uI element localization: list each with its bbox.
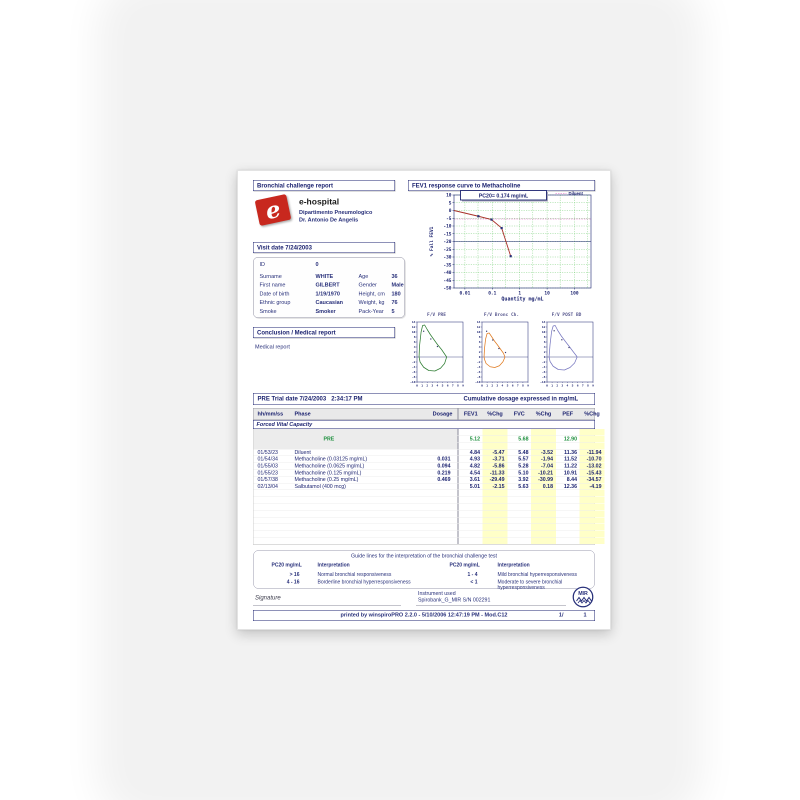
- svg-text:-6: -6: [411, 370, 416, 374]
- table-row: [254, 504, 595, 511]
- patient-row: Ethnic group Caucasian Weight, kg 76: [259, 299, 398, 306]
- svg-text:4: 4: [501, 383, 504, 388]
- svg-text:-8: -8: [541, 375, 546, 379]
- svg-text:% Fall FEV1: % Fall FEV1: [430, 226, 435, 257]
- print-footer-bar: [253, 610, 595, 621]
- svg-text:-2: -2: [411, 360, 416, 364]
- svg-text:-6: -6: [541, 370, 546, 374]
- svg-text:9: 9: [527, 383, 529, 388]
- svg-text:4: 4: [566, 383, 569, 388]
- e-hospital-logo: [255, 194, 292, 226]
- svg-text:-10: -10: [475, 380, 481, 384]
- svg-text:6: 6: [478, 340, 481, 344]
- svg-text:1: 1: [518, 291, 522, 297]
- svg-text:5: 5: [448, 201, 452, 207]
- svg-text:-20: -20: [443, 240, 452, 245]
- trial-title-bar: [253, 393, 595, 405]
- table-row: [254, 497, 595, 504]
- svg-text:-25: -25: [443, 247, 452, 253]
- svg-text:-50: -50: [443, 286, 452, 292]
- svg-text:0: 0: [543, 355, 546, 359]
- svg-text:0: 0: [416, 383, 418, 388]
- fv-pre-title: F/V PRE: [427, 312, 446, 318]
- svg-text:7: 7: [516, 383, 519, 388]
- svg-text:3: 3: [496, 383, 499, 388]
- fv-post-title: F/V POST BD: [551, 312, 582, 318]
- table-row: [254, 517, 595, 524]
- page-current: 1/: [558, 612, 564, 618]
- cumulative-dosage-label: Cumulative dosage expressed in mg/mL: [463, 395, 579, 402]
- chart-title: FEV1 response curve to Methacholine: [412, 182, 521, 189]
- table-row: [254, 490, 595, 497]
- visit-date-bar: [253, 242, 395, 253]
- visit-date: Visit date 7/24/2003: [257, 244, 312, 251]
- fev1-response-chart: [428, 188, 595, 316]
- svg-text:6: 6: [413, 340, 416, 344]
- svg-text:8: 8: [543, 335, 546, 339]
- svg-text:0: 0: [546, 383, 548, 388]
- svg-text:10: 10: [476, 330, 481, 334]
- signature-line: [253, 605, 401, 606]
- svg-text:10: 10: [541, 330, 546, 334]
- svg-text:8: 8: [478, 335, 481, 339]
- svg-text:4: 4: [478, 345, 481, 349]
- fv-bronc-loop-chart: [473, 319, 530, 392]
- svg-text:PC20= 0.174 mg/mL: PC20= 0.174 mg/mL: [478, 193, 529, 200]
- instrument-label: Instrument used: [418, 590, 456, 597]
- svg-text:4: 4: [413, 345, 416, 349]
- svg-text:Quantity mg/mL: Quantity mg/mL: [501, 296, 544, 303]
- svg-text:-5: -5: [446, 216, 452, 222]
- guide-title: Guide lines for the interpretation of the bronchial challenge test: [351, 553, 497, 559]
- table-row: 01/57/38 Methacholine (0.25 mg/mL) 0.469 3.61 -29.49 3.92 -30.99 8.44 -34.57: [254, 477, 595, 484]
- signature-label: Signature: [255, 594, 281, 601]
- fv-pre-loop-chart: [408, 319, 465, 392]
- svg-text:-2: -2: [476, 360, 481, 364]
- svg-text:-40: -40: [443, 271, 452, 276]
- svg-text:8: 8: [456, 383, 459, 388]
- svg-text:2: 2: [426, 383, 429, 388]
- svg-text:-45: -45: [443, 278, 452, 284]
- svg-text:5: 5: [441, 383, 444, 388]
- table-row: 01/55/03 Methacholine (0.0625 mg/mL) 0.094 4.82 -5.86 5.28 -7.04 11.22 -13.02: [254, 463, 595, 470]
- table-row: 02/13/04 Salbutamol (400 mcg) 5.01 -2.15 5.63 0.18 12.36 -4.19: [254, 483, 595, 490]
- svg-text:-10: -10: [540, 380, 546, 384]
- table-row: 01/55/23 Methacholine (0.125 mg/mL) 0.219 4.54 -11.33 5.10 -10.21 10.91 -15.43: [254, 470, 595, 477]
- svg-text:10: 10: [446, 193, 452, 199]
- svg-text:Diluent: Diluent: [568, 191, 583, 196]
- svg-text:-8: -8: [476, 375, 481, 379]
- svg-text:8: 8: [413, 335, 416, 339]
- table-row: PRE 5.12 5.68 12.90: [254, 436, 595, 443]
- table-row: [254, 538, 595, 545]
- svg-text:3: 3: [561, 383, 564, 388]
- svg-text:3: 3: [431, 383, 434, 388]
- svg-text:14: 14: [476, 320, 481, 324]
- svg-text:-15: -15: [443, 232, 452, 238]
- svg-text:6: 6: [511, 383, 514, 388]
- department-line: Dipartimento Pneumologico: [299, 209, 373, 216]
- svg-text:-8: -8: [411, 375, 416, 379]
- svg-text:-4: -4: [476, 365, 481, 369]
- svg-text:-10: -10: [410, 380, 416, 384]
- patient-info-panel: [253, 257, 405, 318]
- svg-text:-2: -2: [541, 360, 546, 364]
- mir-logo-icon: [572, 586, 594, 608]
- svg-text:4: 4: [543, 345, 546, 349]
- svg-text:2: 2: [478, 350, 481, 354]
- svg-text:14: 14: [541, 320, 546, 324]
- svg-text:-4: -4: [411, 365, 416, 369]
- svg-text:-10: -10: [443, 224, 452, 230]
- svg-text:100: 100: [570, 291, 579, 297]
- svg-text:10: 10: [544, 291, 550, 297]
- report-page: [237, 170, 611, 630]
- table-row: [254, 443, 595, 450]
- printed-by-line: printed by winspiroPRO 2.2.0 - 5/10/2006 12:47:19 PM - Mod.C12: [340, 612, 508, 618]
- report-title: Bronchial challenge report: [257, 182, 334, 189]
- conclusion-title: Conclusion / Medical report: [257, 329, 336, 336]
- svg-text:8: 8: [586, 383, 589, 388]
- table-row: [254, 531, 595, 538]
- svg-text:6: 6: [446, 383, 449, 388]
- table-row: [254, 524, 595, 531]
- interpretation-guide-panel: Guide lines for the interpretation of the bronchial challenge test PC20 mg/mL Interpretation PC20 mg/mL Interpretation > 16 Normal bronchial responsiveness 4 - 16 Borderline bronchial hyperresponsiveness 1 - 4 Mild bronchial hyperresponsiveness < 1 Moderate to severe bronchial hyperresponsiveness: [253, 550, 595, 589]
- svg-text:1: 1: [551, 383, 554, 388]
- table-row: [254, 429, 595, 436]
- svg-text:12: 12: [476, 325, 481, 329]
- table-body: [253, 429, 602, 545]
- svg-text:2: 2: [556, 383, 559, 388]
- svg-text:1: 1: [421, 383, 424, 388]
- svg-text:-30: -30: [443, 255, 452, 261]
- svg-text:5: 5: [506, 383, 509, 388]
- svg-text:0: 0: [478, 355, 481, 359]
- patient-row: Date of birth 1/19/1970 Height, cm 180: [259, 290, 401, 297]
- fv-bronc-title: F/V Bronc Ch.: [483, 312, 520, 318]
- patient-row: First name GILBERT Gender Male: [259, 282, 404, 288]
- fv-post-loop-chart: [538, 319, 595, 392]
- svg-text:0: 0: [413, 355, 416, 359]
- hospital-name: e-hospital: [299, 197, 340, 207]
- svg-text:-4: -4: [541, 365, 546, 369]
- svg-text:0.01: 0.01: [459, 291, 471, 297]
- table-row: 01/53/23 Diluent 4.84 -5.47 5.48 -3.52 11.36 -11.94: [254, 449, 595, 456]
- svg-text:7: 7: [451, 383, 454, 388]
- svg-text:4: 4: [436, 383, 439, 388]
- patient-id-row: [260, 262, 405, 271]
- id-label: ID: [259, 261, 265, 268]
- svg-text:MIR: MIR: [578, 591, 588, 597]
- svg-text:10: 10: [411, 330, 416, 334]
- trial-date: PRE Trial date 7/24/2003 2:34:17 PM: [257, 395, 363, 402]
- fvc-section-bar: Forced Vital Capacity: [253, 420, 595, 429]
- svg-text:1: 1: [486, 383, 489, 388]
- svg-text:2: 2: [413, 350, 416, 354]
- svg-text:2: 2: [491, 383, 494, 388]
- table-row: 01/54/34 Methacholine (0.03125 mg/mL) 0.031 4.93 -3.71 5.57 -1.94 11.52 -10.70: [254, 456, 595, 463]
- page-total: 1: [583, 612, 587, 618]
- svg-text:-35: -35: [443, 263, 452, 269]
- svg-text:-6: -6: [476, 370, 481, 374]
- results-table: [253, 393, 602, 545]
- svg-text:9: 9: [592, 383, 594, 388]
- table-row: [254, 511, 595, 518]
- doctor-line: Dr. Antonio De Angelis: [299, 217, 359, 223]
- svg-text:0: 0: [448, 209, 452, 214]
- patient-row: Surname WHITE Age 36: [259, 273, 398, 280]
- medical-report-text: Medical report: [255, 344, 290, 350]
- table-header-row: hh/mm/ss Phase Dosage FEV1 %Chg FVC %Chg PEF %Chg: [253, 408, 595, 420]
- svg-text:6: 6: [543, 340, 546, 344]
- logo-letter: e: [263, 195, 283, 225]
- svg-text:2: 2: [543, 350, 546, 354]
- id-value: 0: [315, 261, 319, 268]
- patient-row: Smoke Smoker Pack-Year 5: [259, 308, 395, 315]
- instrument-value: Spirobank_G_MIR S/N 002291: [418, 597, 491, 603]
- svg-text:5: 5: [571, 383, 574, 388]
- svg-text:0.1: 0.1: [488, 291, 497, 297]
- svg-text:7: 7: [581, 383, 584, 388]
- svg-text:8: 8: [521, 383, 524, 388]
- svg-text:12: 12: [541, 325, 546, 329]
- conclusion-bar: [253, 327, 395, 338]
- svg-text:0: 0: [481, 383, 483, 388]
- report-title-bar: [253, 180, 395, 191]
- svg-text:6: 6: [576, 383, 579, 388]
- svg-text:9: 9: [462, 383, 464, 388]
- svg-text:14: 14: [411, 320, 416, 324]
- instrument-line: [416, 605, 566, 606]
- svg-text:12: 12: [411, 325, 416, 329]
